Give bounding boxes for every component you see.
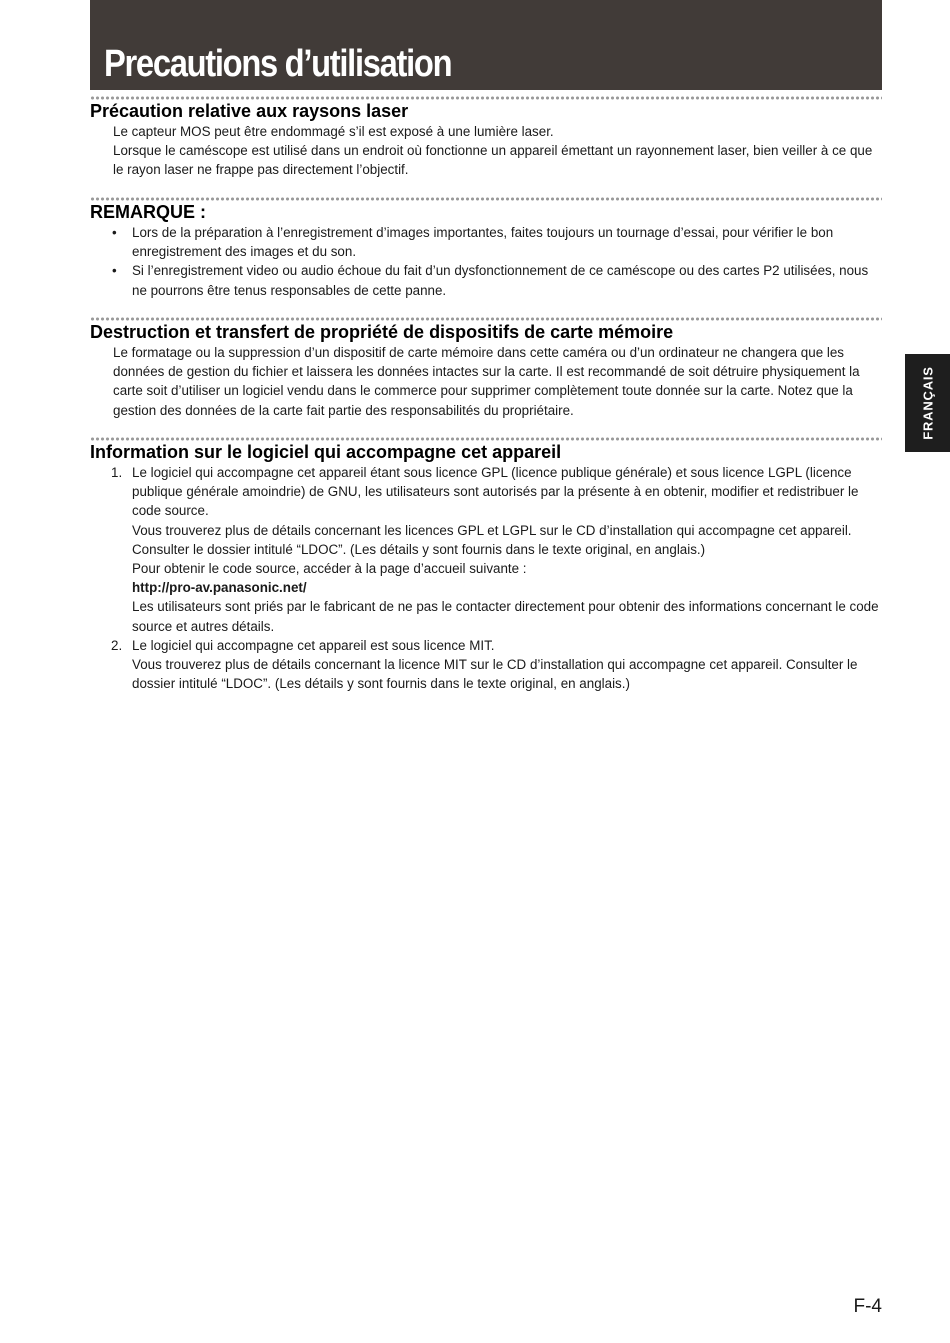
paragraph: Le formatage ou la suppression d’un dispositif de carte mémoire dans cette caméra ou d’un ordinateur ne changera que les données de gestion du fichier et laissera les données intactes sur la carte. Il est recommandé de soit détruire physiquement la carte soit d’utiliser un logiciel vendu dans le commerce pour supprimer complètement toute donnée sur la carte. Notez que la gestion des données de la carte fait partie des responsabilités du propriétaire.: [113, 345, 860, 418]
paragraph: Les utilisateurs sont priés par le fabricant de ne pas le contacter directement pour obtenir des informations concernant le code source et autres détails.: [132, 599, 879, 634]
section-heading: Précaution relative aux raysons laser: [90, 101, 409, 121]
page-number: F-4: [853, 1296, 882, 1317]
page-title: Precautions d’utilisation: [104, 43, 452, 85]
paragraph: Vous trouverez plus de détails concernant les licences GPL et LGPL sur le CD d’installation qui accompagne cet appareil. Consulter le dossier intitulé “LDOC”. (Les détails y sont fournis dans le texte original, en anglais.): [132, 522, 852, 557]
list-item-text: Lors de la préparation à l’enregistrement d’images importantes, faites toujours un tournage d’essai, pour vérifier le bon enregistrement des images et du son.: [132, 225, 834, 260]
section-remarque: [90, 201, 882, 300]
title-banner: [90, 0, 882, 90]
paragraph: Le logiciel qui accompagne cet appareil étant sous licence GPL (licence publique générale) et sous licence LGPL (licence publique générale amoindrie) de GNU, les utilisateurs sont autorisés par la présente à en obtenir, modifier et redistribuer le code source.: [132, 465, 859, 519]
numbered-list: [90, 463, 882, 693]
bullet-icon: •: [112, 263, 117, 279]
list-item: [90, 463, 882, 636]
section-heading: REMARQUE :: [90, 202, 206, 222]
bullet-icon: •: [112, 225, 117, 240]
paragraph: Le logiciel qui accompagne cet appareil est sous licence MIT.: [132, 637, 495, 653]
paragraph: Le capteur MOS peut être endommagé s’il est exposé à une lumière laser.: [113, 124, 554, 139]
section-heading: Information sur le logiciel qui accompagne cet appareil: [90, 442, 562, 462]
list-number: 2.: [111, 637, 123, 653]
bullet-list: [90, 223, 882, 300]
language-tab: [905, 354, 950, 452]
section-laser: [90, 100, 882, 180]
paragraph: Lorsque le caméscope est utilisé dans un endroit où fonctionne un appareil émettant un rayonnement laser, bien veiller à ce que le rayon laser ne frappe pas directement l’objectif.: [113, 143, 873, 178]
paragraph: Pour obtenir le code source, accéder à la page d’accueil suivante :: [132, 561, 527, 577]
section-logiciel: [90, 441, 882, 693]
source-code-link[interactable]: http://pro-av.panasonic.net/: [132, 580, 307, 596]
paragraph: Vous trouverez plus de détails concernant la licence MIT sur le CD d’installation qui accompagne cet appareil. Consulter le dossier intitulé “LDOC”. (Les détails y sont fournis dans le texte original, en anglais.): [132, 657, 858, 692]
list-item-text: Si l’enregistrement video ou audio échoue du fait d’un dysfonctionnement de ce caméscope ou des cartes P2 utilisées, nous ne pourrons être tenus responsables de cette panne.: [132, 263, 869, 298]
list-item: [90, 261, 882, 299]
list-item: [90, 223, 882, 261]
language-tab-label: FRANÇAIS: [920, 366, 935, 440]
section-destruction: [90, 321, 882, 420]
list-number: 1.: [111, 465, 123, 480]
section-heading: Destruction et transfert de propriété de dispositifs de carte mémoire: [90, 322, 674, 342]
list-item: [90, 636, 882, 694]
